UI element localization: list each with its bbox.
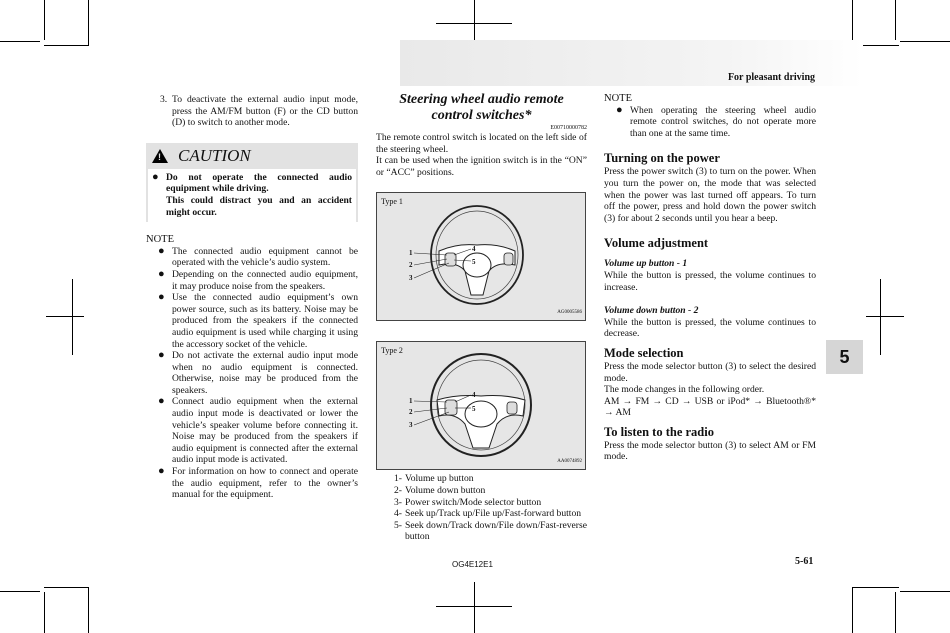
bullet-icon: ● bbox=[152, 170, 159, 183]
note-item: ● Connect audio equipment when the external audio input mode is deactivated or lower the vehicle’s speaker volume before connecting it. Noise may be produced from the speakers if audio equipment is connected after the external audio input mode is activated. bbox=[158, 395, 358, 466]
legend-item: 4- Seek up/Track up/File up/Fast-forward button bbox=[394, 508, 582, 520]
note-label: NOTE bbox=[146, 234, 174, 246]
page-number: 5-61 bbox=[795, 556, 814, 567]
note-list bbox=[146, 246, 358, 501]
caution-item bbox=[152, 172, 352, 218]
item-number: 3. bbox=[160, 94, 168, 105]
mode-sequence: AM → FM → CD → USB or iPod* → Bluetooth®* → AM bbox=[604, 395, 816, 419]
intro-para: The remote control switch is located on the left side of the steering wheel. bbox=[376, 132, 587, 155]
legend-item: 1- Volume up button bbox=[394, 473, 474, 485]
callout-3: 3 bbox=[409, 274, 413, 283]
middle-column bbox=[376, 92, 587, 543]
callout-2: 2 bbox=[409, 261, 413, 270]
bullet-icon: ● bbox=[616, 103, 623, 116]
figure-type2 bbox=[376, 341, 586, 470]
heading-volume: Volume adjustment bbox=[604, 236, 709, 251]
note-item: ● Depending on the connected audio equipment, it may produce noise from the speakers. bbox=[158, 267, 358, 292]
note-label: NOTE bbox=[604, 93, 632, 104]
caution-line: Do not operate the connected audio equipment while driving. bbox=[166, 171, 352, 195]
bullet-icon: ● bbox=[158, 349, 165, 362]
section-code: E00710000782 bbox=[550, 125, 587, 131]
mode-text: The mode changes in the following order. bbox=[604, 384, 765, 396]
subheading-volume-up: Volume up button - 1 bbox=[604, 258, 688, 270]
figure-code: AA0074892 bbox=[557, 458, 582, 464]
legend-item: 2- Volume down button bbox=[394, 484, 486, 496]
figure-type1 bbox=[376, 192, 586, 321]
left-column bbox=[146, 94, 358, 501]
legend-item: 5- Seek down/Track down/File down/Fast-reverse button bbox=[394, 519, 587, 543]
caution-box bbox=[146, 143, 358, 222]
callout-1: 1 bbox=[409, 249, 413, 258]
callout-5: 5 bbox=[472, 405, 476, 414]
item-text: To deactivate the external audio input mode, press the AM/FM button (F) or the CD button (D) to switch to another mode. bbox=[172, 94, 358, 129]
figure-code: AG0005586 bbox=[557, 309, 582, 315]
intro-para: It can be used when the ignition switch is in the “ON” or “ACC” positions. bbox=[376, 155, 587, 178]
radio-text: Press the mode selector button (3) to select AM or FM mode. bbox=[604, 439, 816, 463]
section-title: Steering wheel audio remote control switches* bbox=[399, 92, 564, 123]
right-column bbox=[604, 93, 816, 463]
figure-legend bbox=[376, 473, 587, 543]
footer-code: OG4E12E1 bbox=[452, 560, 493, 569]
legend-item: 3- Power switch/Mode selector button bbox=[394, 496, 542, 508]
chapter-tab: 5 bbox=[826, 340, 863, 374]
mode-text: Press the mode selector button (3) to select the desired mode. bbox=[604, 360, 816, 384]
subheading-volume-down: Volume down button - 2 bbox=[604, 305, 699, 317]
note-item: ● Do not activate the external audio input mode when no audio equipment is connected. Otherwise, noise may be produced from the speakers. bbox=[158, 349, 358, 396]
heading-mode-selection: Mode selection bbox=[604, 345, 684, 360]
bullet-icon: ● bbox=[158, 395, 165, 408]
volume-up-text: While the button is pressed, the volume continues to increase. bbox=[604, 269, 816, 293]
volume-down-text: While the button is pressed, the volume continues to decrease. bbox=[604, 316, 816, 340]
figure-label: Type 1 bbox=[381, 197, 403, 207]
heading-radio: To listen to the radio bbox=[604, 424, 714, 439]
callout-5: 5 bbox=[472, 258, 476, 267]
caution-body bbox=[148, 169, 356, 222]
figure-label: Type 2 bbox=[381, 346, 403, 356]
note-item: ● Use the connected audio equipment’s own power source, such as its battery. Noise may be produced from the speakers if the connected audio equipment is used while charging it using the accessory socket of the vehicle. bbox=[158, 291, 358, 350]
bullet-icon: ● bbox=[158, 267, 165, 280]
heading-turning-on: Turning on the power bbox=[604, 151, 720, 166]
callout-3: 3 bbox=[409, 421, 413, 430]
note-item: ● The connected audio equipment cannot be operated with the vehicle’s audio system. bbox=[158, 244, 358, 269]
callout-1: 1 bbox=[409, 397, 413, 406]
bullet-icon: ● bbox=[158, 291, 165, 304]
list-item bbox=[146, 94, 358, 129]
running-header: For pleasant driving bbox=[727, 72, 815, 83]
warning-triangle-icon: ! bbox=[152, 149, 168, 163]
note-item: ● When operating the steering wheel audio remote control switches, do not operate more than one at the same time. bbox=[616, 103, 816, 139]
caution-header bbox=[146, 143, 358, 169]
bullet-icon: ● bbox=[158, 465, 165, 478]
callout-4: 4 bbox=[472, 391, 476, 400]
bullet-icon: ● bbox=[158, 244, 165, 257]
turning-text: Press the power switch (3) to turn on the power. When you turn the power on, the mode that was selected when the power was last turned off appears. To turn off the power, press and hold down the power switch (3) for about 2 seconds until you hear a beep. bbox=[604, 166, 816, 224]
caution-line: This could distract you and an accident might occur. bbox=[166, 194, 352, 218]
note-item: ● For information on how to connect and operate the audio equipment, refer to the owner’s manual for the equipment. bbox=[158, 465, 358, 501]
callout-4: 4 bbox=[472, 245, 476, 254]
caution-title: CAUTION bbox=[178, 145, 251, 165]
callout-2: 2 bbox=[409, 408, 413, 417]
